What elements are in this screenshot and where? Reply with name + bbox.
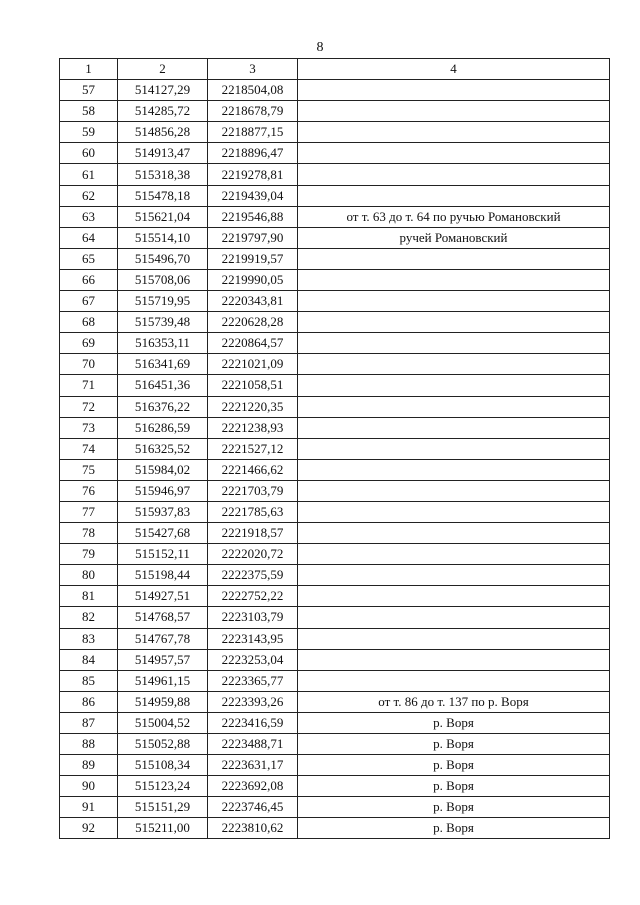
table-row: [60, 691, 610, 712]
description-cell: [298, 143, 610, 164]
table-row: [60, 628, 610, 649]
description-cell: [298, 480, 610, 501]
y-coordinate-cell: 2223143,95: [208, 628, 298, 649]
y-coordinate-cell: 2222020,72: [208, 544, 298, 565]
y-coordinate-cell: 2219439,04: [208, 185, 298, 206]
table-row: [60, 101, 610, 122]
point-number-cell: 70: [60, 354, 118, 375]
header-col-x: 2: [118, 59, 208, 80]
description-cell: [298, 649, 610, 670]
description-cell: [298, 459, 610, 480]
table-row: [60, 227, 610, 248]
table-row: [60, 607, 610, 628]
x-coordinate-cell: 515152,11: [118, 544, 208, 565]
x-coordinate-cell: 514767,78: [118, 628, 208, 649]
table-row: [60, 755, 610, 776]
point-number-cell: 75: [60, 459, 118, 480]
description-cell: [298, 523, 610, 544]
point-number-cell: 90: [60, 776, 118, 797]
point-number-cell: 67: [60, 291, 118, 312]
table-row: [60, 333, 610, 354]
y-coordinate-cell: 2219278,81: [208, 164, 298, 185]
table-row: [60, 248, 610, 269]
y-coordinate-cell: 2222752,22: [208, 586, 298, 607]
description-cell: [298, 607, 610, 628]
header-col-point-number: 1: [60, 59, 118, 80]
x-coordinate-cell: 515151,29: [118, 797, 208, 818]
description-cell: р. Воря: [298, 797, 610, 818]
x-coordinate-cell: 514768,57: [118, 607, 208, 628]
y-coordinate-cell: 2221058,51: [208, 375, 298, 396]
y-coordinate-cell: 2218877,15: [208, 122, 298, 143]
table-row: [60, 670, 610, 691]
point-number-cell: 64: [60, 227, 118, 248]
x-coordinate-cell: 515198,44: [118, 565, 208, 586]
table-row: [60, 438, 610, 459]
point-number-cell: 82: [60, 607, 118, 628]
table-row: [60, 544, 610, 565]
x-coordinate-cell: 516353,11: [118, 333, 208, 354]
y-coordinate-cell: 2220343,81: [208, 291, 298, 312]
y-coordinate-cell: 2221238,93: [208, 417, 298, 438]
description-cell: [298, 396, 610, 417]
description-cell: [298, 417, 610, 438]
y-coordinate-cell: 2219919,57: [208, 248, 298, 269]
description-cell: [298, 375, 610, 396]
y-coordinate-cell: 2223416,59: [208, 712, 298, 733]
table-row: [60, 291, 610, 312]
table-row: [60, 523, 610, 544]
table-row: [60, 480, 610, 501]
point-number-cell: 79: [60, 544, 118, 565]
table-body: [60, 80, 610, 839]
point-number-cell: 83: [60, 628, 118, 649]
page-number: 8: [316, 40, 324, 55]
x-coordinate-cell: 515719,95: [118, 291, 208, 312]
point-number-cell: 73: [60, 417, 118, 438]
description-cell: р. Воря: [298, 734, 610, 755]
x-coordinate-cell: 514127,29: [118, 80, 208, 101]
x-coordinate-cell: 515318,38: [118, 164, 208, 185]
y-coordinate-cell: 2223746,45: [208, 797, 298, 818]
point-number-cell: 85: [60, 670, 118, 691]
point-number-cell: 66: [60, 269, 118, 290]
point-number-cell: 69: [60, 333, 118, 354]
table-row: [60, 375, 610, 396]
x-coordinate-cell: 516325,52: [118, 438, 208, 459]
y-coordinate-cell: 2221220,35: [208, 396, 298, 417]
point-number-cell: 61: [60, 164, 118, 185]
table-row: [60, 818, 610, 839]
y-coordinate-cell: 2221466,62: [208, 459, 298, 480]
point-number-cell: 77: [60, 501, 118, 522]
table-row: [60, 143, 610, 164]
table-header-row: [60, 59, 610, 80]
x-coordinate-cell: 515514,10: [118, 227, 208, 248]
point-number-cell: 60: [60, 143, 118, 164]
point-number-cell: 63: [60, 206, 118, 227]
point-number-cell: 62: [60, 185, 118, 206]
point-number-cell: 84: [60, 649, 118, 670]
description-cell: ручей Романовский: [298, 227, 610, 248]
table-row: [60, 734, 610, 755]
x-coordinate-cell: 515984,02: [118, 459, 208, 480]
y-coordinate-cell: 2221527,12: [208, 438, 298, 459]
x-coordinate-cell: 514856,28: [118, 122, 208, 143]
x-coordinate-cell: 515496,70: [118, 248, 208, 269]
y-coordinate-cell: 2219546,88: [208, 206, 298, 227]
description-cell: [298, 269, 610, 290]
x-coordinate-cell: 516451,36: [118, 375, 208, 396]
x-coordinate-cell: 515211,00: [118, 818, 208, 839]
y-coordinate-cell: 2221703,79: [208, 480, 298, 501]
point-number-cell: 92: [60, 818, 118, 839]
x-coordinate-cell: 515708,06: [118, 269, 208, 290]
y-coordinate-cell: 2223692,08: [208, 776, 298, 797]
y-coordinate-cell: 2219797,90: [208, 227, 298, 248]
point-number-cell: 59: [60, 122, 118, 143]
x-coordinate-cell: 514927,51: [118, 586, 208, 607]
y-coordinate-cell: 2222375,59: [208, 565, 298, 586]
description-cell: [298, 312, 610, 333]
table-row: [60, 312, 610, 333]
point-number-cell: 91: [60, 797, 118, 818]
point-number-cell: 58: [60, 101, 118, 122]
y-coordinate-cell: 2221785,63: [208, 501, 298, 522]
point-number-cell: 87: [60, 712, 118, 733]
table-row: [60, 269, 610, 290]
point-number-cell: 86: [60, 691, 118, 712]
description-cell: р. Воря: [298, 818, 610, 839]
point-number-cell: 89: [60, 755, 118, 776]
x-coordinate-cell: 514913,47: [118, 143, 208, 164]
description-cell: [298, 185, 610, 206]
table-row: [60, 649, 610, 670]
table-row: [60, 185, 610, 206]
y-coordinate-cell: 2223488,71: [208, 734, 298, 755]
header-col-y: 3: [208, 59, 298, 80]
x-coordinate-cell: 515739,48: [118, 312, 208, 333]
x-coordinate-cell: 516286,59: [118, 417, 208, 438]
x-coordinate-cell: 514957,57: [118, 649, 208, 670]
point-number-cell: 80: [60, 565, 118, 586]
y-coordinate-cell: 2218678,79: [208, 101, 298, 122]
description-cell: [298, 248, 610, 269]
description-cell: [298, 291, 610, 312]
point-number-cell: 88: [60, 734, 118, 755]
point-number-cell: 57: [60, 80, 118, 101]
y-coordinate-cell: 2218896,47: [208, 143, 298, 164]
table-row: [60, 501, 610, 522]
description-cell: р. Воря: [298, 776, 610, 797]
description-cell: [298, 101, 610, 122]
coordinates-table: [59, 58, 610, 839]
x-coordinate-cell: 515937,83: [118, 501, 208, 522]
x-coordinate-cell: 515427,68: [118, 523, 208, 544]
description-cell: [298, 122, 610, 143]
table-row: [60, 586, 610, 607]
description-cell: р. Воря: [298, 712, 610, 733]
description-cell: [298, 628, 610, 649]
description-cell: [298, 670, 610, 691]
x-coordinate-cell: 515108,34: [118, 755, 208, 776]
y-coordinate-cell: 2223810,62: [208, 818, 298, 839]
y-coordinate-cell: 2219990,05: [208, 269, 298, 290]
point-number-cell: 74: [60, 438, 118, 459]
table-row: [60, 417, 610, 438]
y-coordinate-cell: 2223631,17: [208, 755, 298, 776]
point-number-cell: 78: [60, 523, 118, 544]
point-number-cell: 81: [60, 586, 118, 607]
y-coordinate-cell: 2223103,79: [208, 607, 298, 628]
point-number-cell: 65: [60, 248, 118, 269]
table-row: [60, 459, 610, 480]
x-coordinate-cell: 516376,22: [118, 396, 208, 417]
table-row: [60, 206, 610, 227]
description-cell: р. Воря: [298, 755, 610, 776]
table-row: [60, 396, 610, 417]
description-cell: [298, 544, 610, 565]
x-coordinate-cell: 515004,52: [118, 712, 208, 733]
header-col-description: 4: [298, 59, 610, 80]
table-row: [60, 712, 610, 733]
y-coordinate-cell: 2223365,77: [208, 670, 298, 691]
y-coordinate-cell: 2223253,04: [208, 649, 298, 670]
description-cell: [298, 501, 610, 522]
table-row: [60, 122, 610, 143]
x-coordinate-cell: 515052,88: [118, 734, 208, 755]
x-coordinate-cell: 514959,88: [118, 691, 208, 712]
description-cell: [298, 164, 610, 185]
table-row: [60, 797, 610, 818]
y-coordinate-cell: 2221021,09: [208, 354, 298, 375]
description-cell: [298, 80, 610, 101]
y-coordinate-cell: 2218504,08: [208, 80, 298, 101]
point-number-cell: 76: [60, 480, 118, 501]
y-coordinate-cell: 2220628,28: [208, 312, 298, 333]
y-coordinate-cell: 2221918,57: [208, 523, 298, 544]
x-coordinate-cell: 514285,72: [118, 101, 208, 122]
point-number-cell: 68: [60, 312, 118, 333]
description-cell: [298, 333, 610, 354]
y-coordinate-cell: 2220864,57: [208, 333, 298, 354]
description-cell: [298, 565, 610, 586]
description-cell: [298, 586, 610, 607]
x-coordinate-cell: 515123,24: [118, 776, 208, 797]
x-coordinate-cell: 515478,18: [118, 185, 208, 206]
table-row: [60, 80, 610, 101]
description-cell: от т. 86 до т. 137 по р. Воря: [298, 691, 610, 712]
table-row: [60, 164, 610, 185]
y-coordinate-cell: 2223393,26: [208, 691, 298, 712]
x-coordinate-cell: 514961,15: [118, 670, 208, 691]
x-coordinate-cell: 516341,69: [118, 354, 208, 375]
point-number-cell: 71: [60, 375, 118, 396]
description-cell: [298, 438, 610, 459]
table-row: [60, 565, 610, 586]
point-number-cell: 72: [60, 396, 118, 417]
table-row: [60, 776, 610, 797]
description-cell: от т. 63 до т. 64 по ручью Романовский: [298, 206, 610, 227]
table-row: [60, 354, 610, 375]
description-cell: [298, 354, 610, 375]
x-coordinate-cell: 515946,97: [118, 480, 208, 501]
x-coordinate-cell: 515621,04: [118, 206, 208, 227]
